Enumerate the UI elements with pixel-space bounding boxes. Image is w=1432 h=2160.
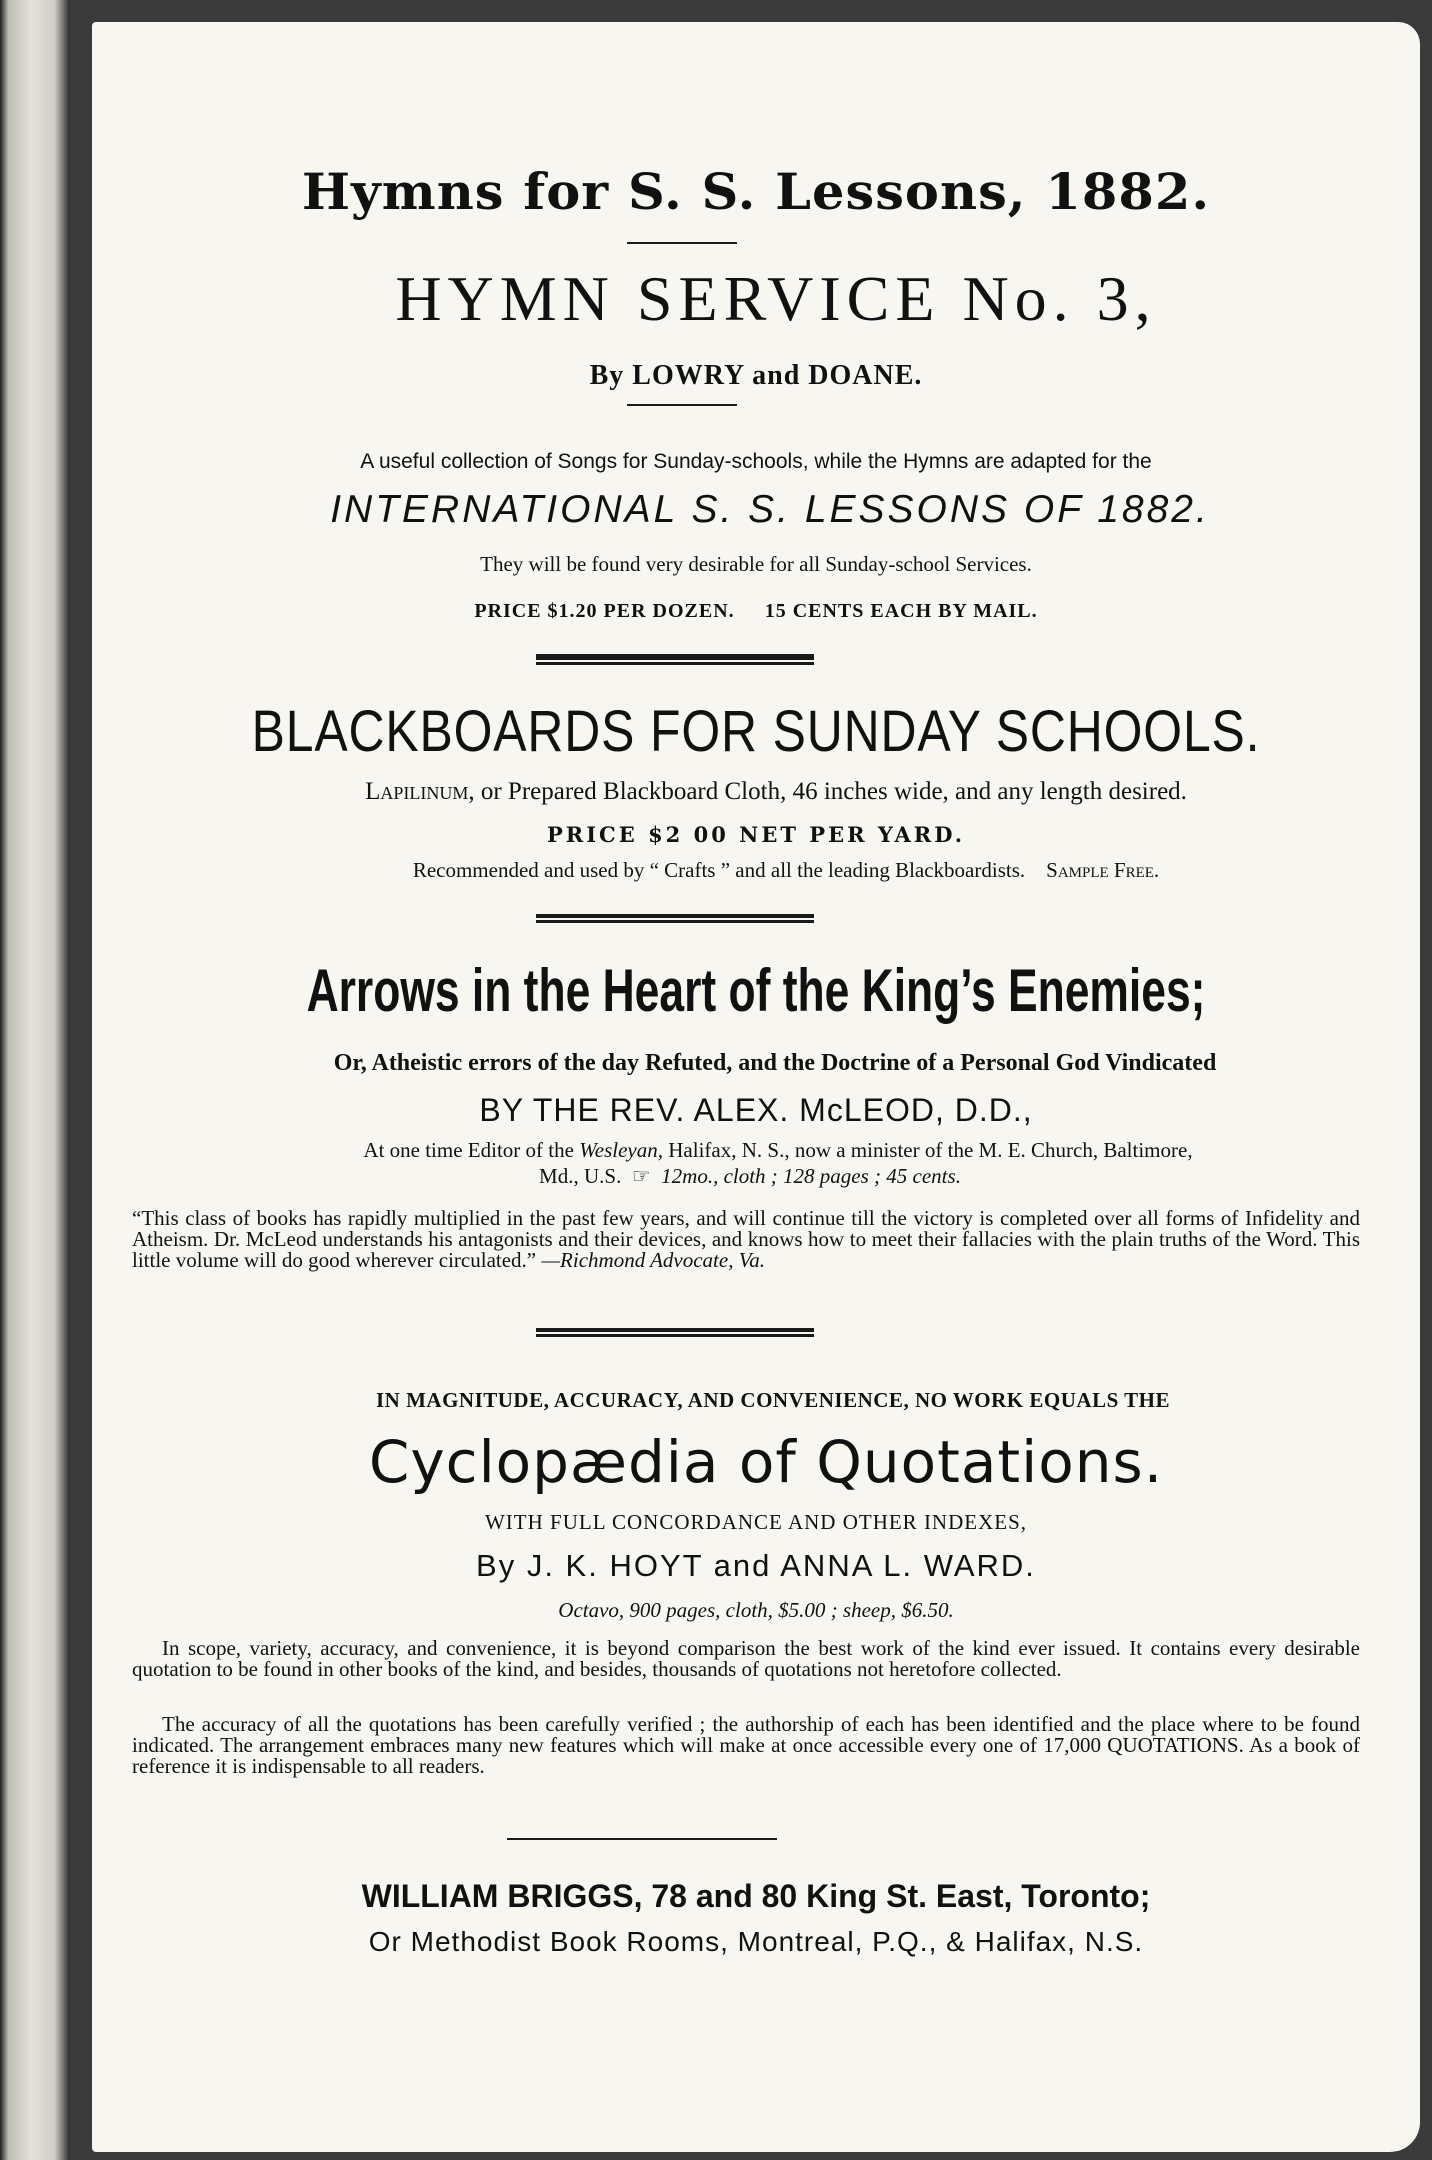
recommended-text: Recommended and used by “ Crafts ” and all the leading Blackboardists.: [412, 858, 1026, 882]
rule-thick-2: [536, 914, 814, 923]
price-by-mail: 15 CENTS EACH BY MAIL.: [764, 600, 1038, 622]
cyclopaedia-prices: Octavo, 900 pages, cloth, $5.00 ; sheep, $6.50.: [558, 1598, 954, 1622]
publisher-line-2: Or Methodist Book Rooms, Montreal, P.Q., & Halifax, N.S.: [368, 1926, 1144, 1957]
adjacent-page-edge: [0, 0, 70, 2160]
cyclopaedia-indexes: WITH FULL CONCORDANCE AND OTHER INDEXES,: [484, 1510, 1028, 1534]
arrows-title: Arrows in the Heart of the King’s Enemies;: [306, 957, 1206, 1024]
pointing-hand-icon: ☞: [631, 1164, 651, 1188]
cyclopaedia-title: Cyclopædia of Quotations.: [368, 1428, 1164, 1496]
publisher-line-1: WILLIAM BRIGGS, 78 and 80 King St. East, Toronto;: [361, 1878, 1151, 1914]
arrows-author: BY THE REV. ALEX. McLEOD, D.D.,: [479, 1092, 1033, 1128]
review-text: “This class of books has rapidly multiplied in the past few years, and will continue till the victory is completed over all forms of Infidelity and Atheism. Dr. McLeod understands his antagonists and their devices, and knows how to meet their fallacies with the plain truths of the Word. This little volume will do good wherever circulated.”: [132, 1206, 1360, 1272]
hymns-description: A useful collection of Songs for Sunday-schools, while the Hymns are adapted for the: [360, 450, 1152, 473]
hymns-prices: [92, 600, 1420, 623]
editor-text-a: At one time Editor of the: [363, 1138, 574, 1162]
sample-free: Sample Free.: [1046, 858, 1160, 882]
hymns-banner: Hymns for S. S. Lessons, 1882.: [301, 162, 1211, 221]
editor-text-c: Halifax, N. S., now a minister of the M. E. Church, Baltimore,: [668, 1138, 1193, 1162]
blackboards-description: [132, 778, 1420, 806]
review-source: —Richmond Advocate, Va.: [541, 1248, 765, 1272]
wesleyan-title: Wesleyan,: [579, 1138, 663, 1162]
rule-hymns-thin-2: [627, 404, 737, 406]
blackboards-desc-text: or Prepared Blackboard Cloth, 46 inches wide, and any length desired.: [480, 778, 1187, 805]
rule-thick-1: [536, 654, 814, 665]
rule-thick-3: [536, 1328, 814, 1337]
arrows-subtitle: Or, Atheistic errors of the day Refuted, and the Doctrine of a Personal God Vindicated: [333, 1050, 1217, 1076]
rule-thin-bottom: [507, 1838, 777, 1840]
arrows-review: [132, 1208, 1360, 1271]
price-per-dozen: PRICE $1.20 PER DOZEN.: [474, 600, 735, 622]
arrows-format-price: 12mo., cloth ; 128 pages ; 45 cents.: [661, 1164, 961, 1188]
hymn-service-title: HYMN SERVICE No. 3,: [395, 263, 1157, 334]
blackboards-recommended: [152, 858, 1420, 883]
cyclopaedia-paragraph-1: In scope, variety, accuracy, and convenience, it is beyond comparison the best work of the kind ever issued. It contains every desirable quotation to be found in other books of the kind, and besides, thousands of quotations not heretofore collected.: [132, 1636, 1360, 1681]
international-lessons: INTERNATIONAL S. S. LESSONS OF 1882.: [330, 488, 1210, 531]
cyclopaedia-authors: By J. K. HOYT and ANNA L. WARD.: [476, 1548, 1036, 1583]
lapilinum-label: Lapilinum,: [365, 778, 475, 805]
blackboards-price: PRICE $2 00 NET PER YARD.: [546, 822, 966, 847]
arrows-editor-line-2: [80, 1164, 1420, 1189]
hymns-desirable: They will be found very desirable for all Sunday-school Services.: [480, 552, 1032, 576]
editor-location: Md., U.S.: [539, 1164, 622, 1188]
hymns-byline: By LOWRY and DOANE.: [589, 360, 923, 391]
cyclopaedia-paragraph-2: The accuracy of all the quotations has been carefully verified ; the authorship of each has been identified and the place where to be found indicated. The arrangement embraces many new features which will make at once accessible every one of 17,000 QUOTATIONS. As a book of reference it is indispensable to all readers.: [132, 1712, 1360, 1778]
advertisement-page: [92, 22, 1420, 2152]
arrows-editor-line-1: [136, 1138, 1420, 1163]
rule-hymns-thin-1: [627, 242, 737, 244]
cyclopaedia-headline: IN MAGNITUDE, ACCURACY, AND CONVENIENCE, NO WORK EQUALS THE: [376, 1388, 1170, 1412]
blackboards-title: BLACKBOARDS FOR SUNDAY SCHOOLS.: [251, 699, 1261, 764]
